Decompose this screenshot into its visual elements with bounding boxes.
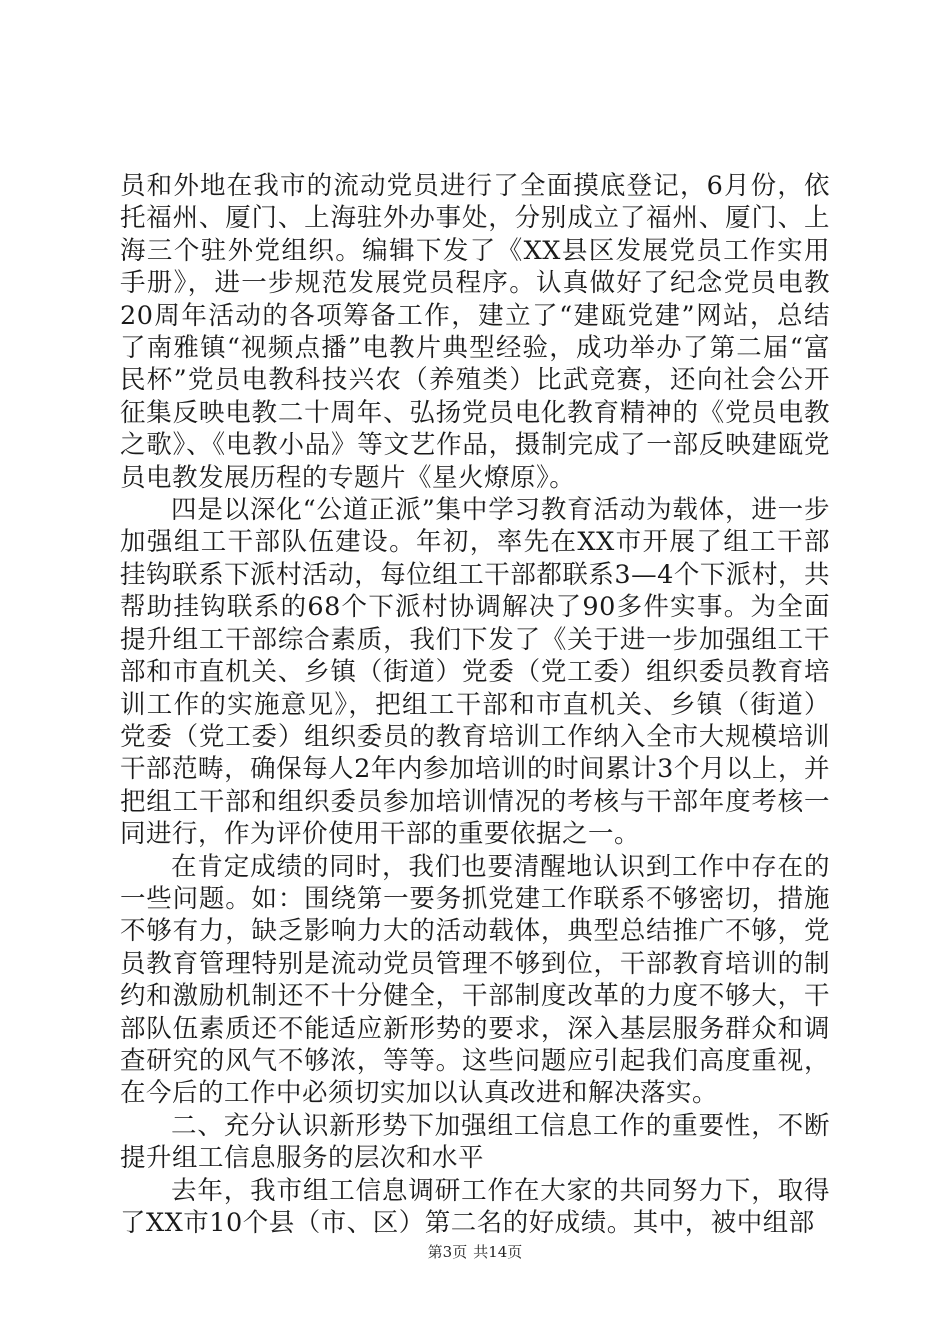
page-footer bbox=[0, 1241, 950, 1262]
paragraph-1: 员和外地在我市的流动党员进行了全面摸底登记，6月份，依托福州、厦门、上海驻外办事处，分别成立了福州、厦门、上海三个驻外党组织。编辑下发了《XX县区发展党员工作实用手册》，进一步规范发展党员程序。认真做好了纪念党员电教20周年活动的各项筹备工作，建立了“建瓯党建”网站，总结了南雅镇“视频点播”电教片典型经验，成功举办了第二届“富民杯”党员电教科技兴农（养殖类）比武竞赛，还向社会公开征集反映电教二十周年、弘扬党员电化教育精神的《党员电教之歌》、《电教小品》等文艺作品，摄制完成了一部反映建瓯党员电教发展历程的专题片《星火燎原》。 bbox=[120, 171, 830, 493]
paragraph-4: 去年，我市组工信息调研工作在大家的共同努力下，取得了XX市10个县（市、区）第二名的好成绩。其中，被中组部 bbox=[120, 1175, 830, 1238]
page-total: 共14页 bbox=[473, 1243, 523, 1261]
paragraph-3: 在肯定成绩的同时，我们也要清醒地认识到工作中存在的一些问题。如：围绕第一要务抓党建工作联系不够密切，措施不够有力，缺乏影响力大的活动载体，典型总结推广不够，党员教育管理特别是流动党员管理不够到位，干部教育培训的制约和激励机制还不十分健全，干部制度改革的力度不够大，干部队伍素质还不能适应新形势的要求，深入基层服务群众和调查研究的风气不够浓，等等。这些问题应引起我们高度重视，在今后的工作中必须切实加以认真改进和解决落实。 bbox=[120, 851, 830, 1109]
document-body bbox=[120, 170, 830, 1239]
page-number: 第3页 bbox=[427, 1243, 468, 1261]
paragraph-2: 四是以深化“公道正派”集中学习教育活动为载体，进一步加强组工干部队伍建设。年初，率先在XX市开展了组工干部挂钩联系下派村活动，每位组工干部都联系3—4个下派村，共帮助挂钩联系的68个下派村协调解决了90多件实事。为全面提升组工干部综合素质，我们下发了《关于进一步加强组工干部和市直机关、乡镇（街道）党委（党工委）组织委员教育培训工作的实施意见》，把组工干部和市直机关、乡镇（街道）党委（党工委）组织委员的教育培训工作纳入全市大规模培训干部范畴，确保每人2年内参加培训的时间累计3个月以上，并把组工干部和组织委员参加培训情况的考核与干部年度考核一同进行，作为评价使用干部的重要依据之一。 bbox=[120, 495, 830, 850]
section-heading-2: 二、充分认识新形势下加强组工信息工作的重要性，不断提升组工信息服务的层次和水平 bbox=[120, 1110, 830, 1174]
